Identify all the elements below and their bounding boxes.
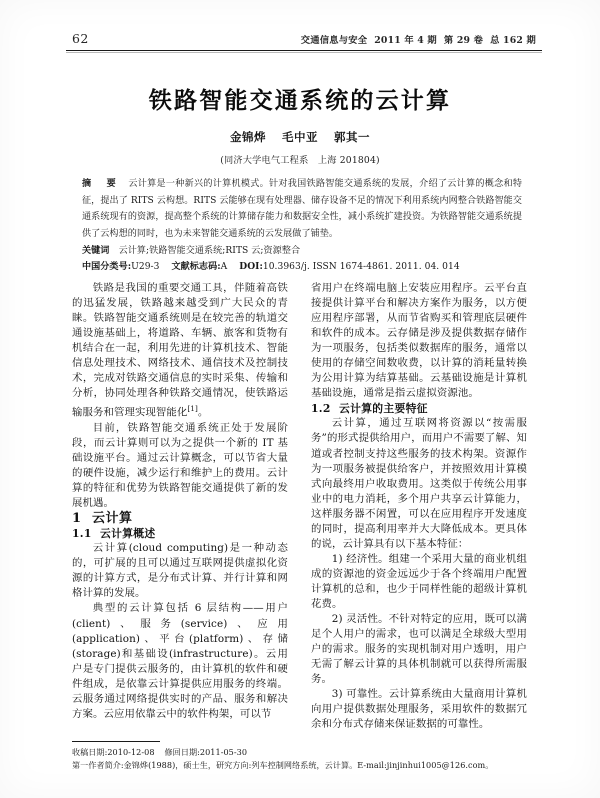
author-list (0, 129, 600, 145)
revised-date-value: 2011-05-30 (199, 747, 248, 757)
feature-item-3: 3) 可靠性。云计算系统由大量商用计算机向用户提供数据处理服务，采用软件的数据冗余和分布式存储来保证数据的可靠性。 (311, 688, 527, 731)
heading-section-1 (72, 511, 288, 526)
feature-item-2: 2) 灵活性。不针对特定的应用，既可以满足个人用户的需求，也可以满足全球级大型用户的需求。服务的实现机制对用户透明，用户无需了解云计算的具体机制就可以获得所需服务。 (311, 613, 527, 686)
author-bio-label: 第一作者简介: (72, 760, 124, 771)
received-date-value: 2010-12-08 (107, 747, 155, 757)
body-column-left (72, 281, 288, 722)
abstract-paragraph (82, 176, 522, 242)
journal-name: 交通信息与安全 (300, 35, 368, 46)
heading-section-1-1-number: 1.1 (72, 527, 92, 541)
abstract-text: 云计算是一种新兴的计算机模式。针对我国铁路智能交通系统的发展，介绍了云计算的概念和特征，提出了 RITS 云构想。RITS 云能够在现有处理器、储存设备不足的情况下利用系统内网整合铁路智能交通系统现有的资源，提高整个系统的计算储存能力和数据安全性，减小系统扩建投资。为铁路智能交通系统提供了云构想的同时，也为未来智能交通系统的云发展做了铺垫。 (82, 179, 522, 239)
doi-label: DOI: (239, 261, 263, 272)
document-code-label: 文献标志码: (171, 261, 221, 272)
footnote-author-bio (72, 759, 532, 772)
paragraph-1-1-b: 典型的云计算包括 6 层结构——用户(client)、服务(service)、应用(application)、平台(platform)、存储(storage)和基础设(infrastructure)。云用户是专门提供云服务的，由计算机的软件和硬件组成，是依靠云计算提供应用服务的终端。云服务通过网络提供实时的产品、服务和解决方案。云应用依靠云中的软件构架，可以节 (72, 602, 288, 720)
heading-section-1-2 (311, 401, 527, 416)
heading-section-1-1 (72, 526, 288, 541)
paragraph-continued: 省用户在终端电脑上安装应用程序。云平台直接提供计算平台和解决方案作为服务，以方便应用程序部署，从而节省购买和管理底层硬件和软件的成本。云存储是涉及提供数据存储作为一项服务，包括类似数据库的服务，通常以使用的存储空间数收费，以计算的消耗量转换为公用计算为结算基础。云基础设施是计算机基础设施，通常是指云虚拟资源池。 (311, 282, 527, 400)
footnote-block (72, 746, 532, 772)
paragraph-intro-2: 目前，铁路智能交通系统正处于发展阶段，而云计算则可以为之提供一个新的 IT 基础设施平台。通过云计算概念，可以节省大量的硬件设施，减少运行和维护上的费用。云计算的特征和优势为铁路智能交通提供了新的发展机遇。 (72, 421, 288, 510)
heading-section-1-number: 1 (72, 511, 82, 527)
abstract-block (82, 176, 522, 242)
author-affiliation: (同济大学电气工程系 上海 201804) (220, 155, 380, 166)
keywords-text: 云计算;铁路智能交通系统;RITS 云;资源整合 (118, 246, 301, 256)
page-number: 62 (72, 31, 89, 46)
keywords-line (82, 243, 522, 256)
footnote-dates (72, 746, 532, 759)
journal-year-issue: 2011 年 4 期 (374, 35, 437, 46)
article-title: 铁路智能交通系统的云计算 (148, 87, 452, 114)
paragraph-1-2-a: 云计算，通过互联网将资源以“按需服务”的形式提供给用户，而用户不需要了解、知道或者控制支持这些服务的技术构架。资源作为一项服务被提供给客户，并按照效用计算模式向最终用户收取费用。这类似于传统公用事业中的电力消耗，多个用户共享云计算能力，这样服务器不闲置，可以在应用程序开发速度的同时，提高利用率并大大降低成本。更具体的说，云计算具有以下基本特征： (311, 417, 527, 550)
heading-section-1-1-title: 云计算概述 (100, 527, 156, 541)
abstract-label: 摘 要 (82, 178, 119, 189)
document-code-value: A (220, 262, 228, 272)
heading-section-1-2-number: 1.2 (311, 402, 331, 416)
journal-serial: 总 162 期 (490, 35, 536, 46)
author-bio-text: 金锦烨(1988)，硕士生，研究方向:列车控制网络系统，云计算。E-mail:jinjinhui1005@126.com。 (123, 760, 494, 771)
body-column-right (311, 281, 527, 732)
heading-section-1-title: 云计算 (92, 511, 133, 527)
author-2: 毛中亚 (282, 130, 318, 144)
revised-date-label: 修回日期: (164, 747, 200, 757)
heading-section-1-2-title: 云计算的主要特征 (339, 402, 428, 416)
paragraph-intro-1: 铁路是我国的重要交通工具，伴随着高铁的迅猛发展，铁路越来越受到广大民众的青睐。铁路智能交通系统则是在较完善的轨道交通设施基础上，将道路、车辆、旅客和货物有机结合在一起，利用先进的计算机技术、智能信息处理技术、网络技术、通信技术及控制技术，完成对铁路交通信息的实时采集、传输和分析，协同处理各种铁路交通情况，使铁路运输服务和管理实现智能化[1]。 (72, 282, 288, 419)
header-divider-rule (66, 50, 542, 51)
doi-value: 10.3963/j. ISSN 1674-4861. 2011. 04. 014 (262, 262, 460, 272)
clc-label: 中国分类号: (82, 261, 132, 272)
keywords-label: 关键词 (82, 245, 110, 256)
received-date-label: 收稿日期: (72, 747, 108, 757)
journal-header (301, 32, 536, 46)
paragraph-1-1-a: 云计算(cloud computing)是一种动态的，可扩展的且可以通过互联网提供虚拟化资源的计算方式，是分布式计算、并行计算和网格计算的发展。 (72, 542, 288, 600)
running-head (72, 31, 536, 47)
author-1: 金锦烨 (230, 130, 266, 144)
footnote-divider-rule (72, 741, 160, 742)
author-3: 郭其一 (334, 130, 370, 144)
classification-line (82, 259, 522, 272)
journal-volume: 第 29 卷 (443, 35, 484, 46)
clc-value: U29-3 (131, 262, 160, 272)
feature-item-1: 1) 经济性。组建一个采用大量的商业机组成的资源池的资金远远少于各个终端用户配置计算机的总和，也少于同样性能的超级计算机花费。 (311, 552, 527, 610)
